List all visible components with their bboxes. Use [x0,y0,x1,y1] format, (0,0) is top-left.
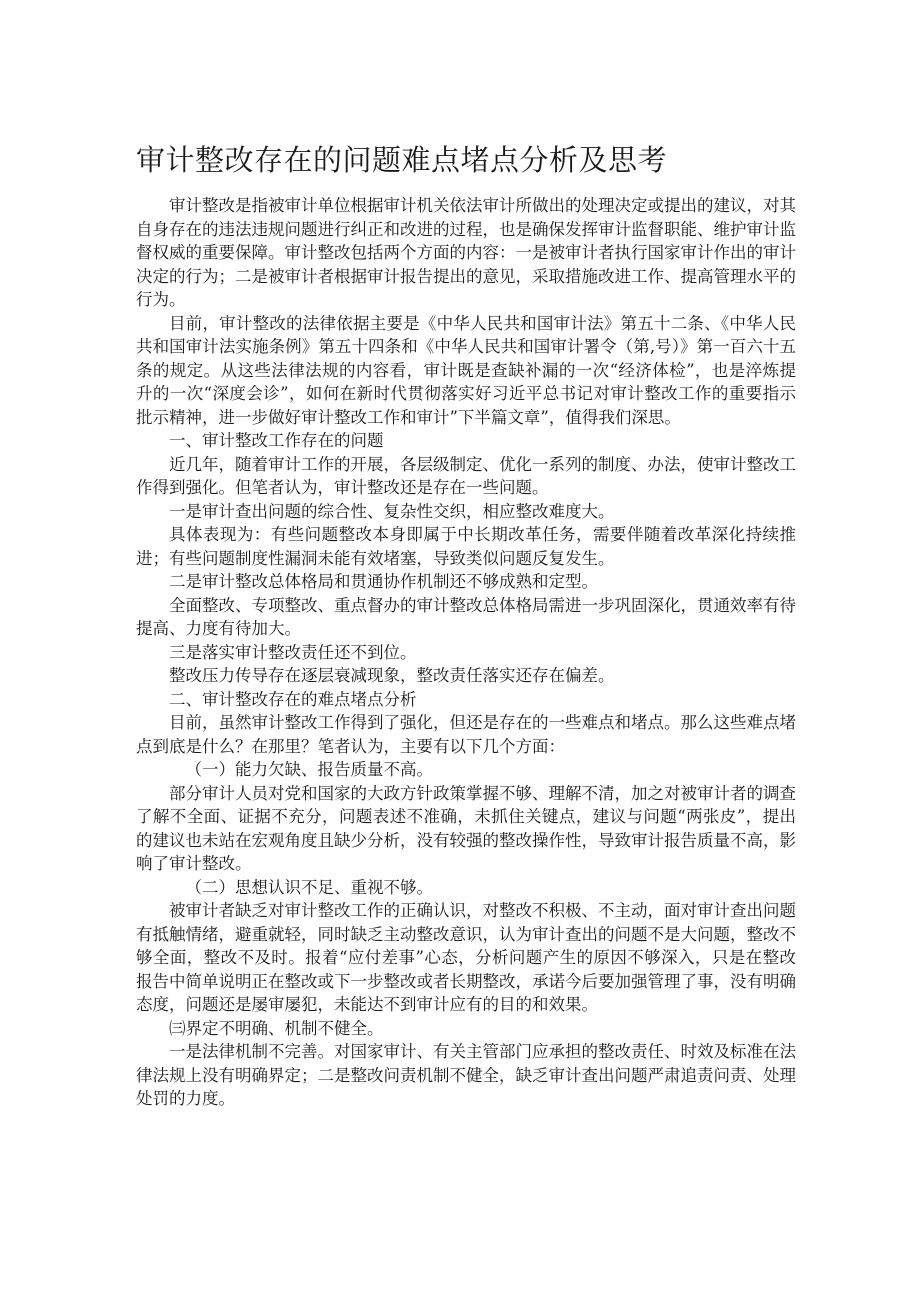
body-paragraph: 三是落实审计整改责任还不到位。 [169,642,417,662]
document-body [136,194,796,1111]
body-paragraph: 全面整改、专项整改、重点督办的审计整改总体格局需进一步巩固深化，贯通效率有待提高、力度有待加大。 [136,595,796,638]
body-paragraph: 近几年，随着审计工作的开展，各层级制定、优化一系列的制度、办法，使审计整改工作得到强化。但笔者认为，审计整改还是存在一些问题。 [136,454,796,497]
body-paragraph: 目前，审计整改的法律依据主要是《中华人民共和国审计法》第五十二条、《中华人民共和国审计法实施条例》第五十四条和《中华人民共和国审计署令（第,号）》第一百六十五条的规定。从这些法律法规的内容看，审计既是查缺补漏的一次“经济体检”，也是淬炼提升的一次“深度会诊”，如何在新时代贯彻落实好习近平总书记对审计整改工作的重要指示批示精神，进一步做好审计整改工作和审计”下半篇文章”，值得我们深思。 [136,313,796,427]
body-paragraph: （二）思想认识不足、重视不够。 [185,877,433,897]
body-paragraph: ㈢界定不明确、机制不健全。 [169,1018,384,1038]
body-paragraph: 目前，虽然审计整改工作得到了强化，但还是存在的一些难点和堵点。那么这些难点堵点到底是什么？在那里？笔者认为，主要有以下几个方面： [136,713,796,756]
body-paragraph: 一是审计查出问题的综合性、复杂性交织，相应整改难度大。 [169,501,615,521]
body-paragraph: 二是审计整改总体格局和贯通协作机制还不够成熟和定型。 [169,572,598,591]
body-paragraph: 具体表现为：有些问题整改本身即属于中长期改革任务，需要伴随着改革深化持续推进；有些问题制度性漏洞未能有效堵塞，导致类似问题反复发生。 [136,525,796,568]
body-paragraph: 被审计者缺乏对审计整改工作的正确认识，对整改不积极、不主动，面对审计查出问题有抵触情绪，避重就轻，同时缺乏主动整改意识，认为审计查出的问题不是大问题，整改不够全面，整改不及时。报着“应付差事”心态，分析问题产生的原因不够深入，只是在整改报告中简单说明正在整改或下一步整改或者长期整改，承诺今后要加强管理了事，没有明确态度，问题还是屡审屡犯，未能达不到审计应有的目的和效果。 [136,901,796,1014]
body-paragraph: 整改压力传导存在逐层衰减现象，整改责任落实还存在偏差。 [169,666,615,685]
document-title: 审计整改存在的问题难点堵点分析及思考 [136,143,668,177]
body-paragraph: （一）能力欠缺、报告质量不高。 [185,760,433,779]
body-paragraph: 部分审计人员对党和国家的大政方针政策掌握不够、理解不清，加之对被审计者的调查了解不全面、证据不充分，问题表述不准确，未抓住关键点，建议与问题“两张皮”，提出的建议也未站在宏观角度且缺少分析，没有较强的整改操作性，导致审计报告质量不高，影响了审计整改。 [136,783,796,873]
document-page [136,140,796,1111]
body-paragraph: 二、审计整改存在的难点堵点分析 [169,689,417,709]
body-paragraph: 审计整改是指被审计单位根据审计机关依法审计所做出的处理决定或提出的建议，对其自身存在的违法违规问题进行纠正和改进的过程，也是确保发挥审计监督职能、维护审计监督权威的重要保障。审计整改包括两个方面的内容：一是被审计者执行国家审计作出的审计决定的行为；二是被审计者根据审计报告提出的意见，采取措施改进工作、提高管理水平的行为。 [136,196,796,309]
body-paragraph: 一、审计整改工作存在的问题 [169,431,384,450]
body-paragraph: 一是法律机制不完善。对国家审计、有关主管部门应承担的整改责任、时效及标准在法律法规上没有明确界定；二是整改问责机制不健全，缺乏审计查出问题严肃追责问责、处理处罚的力度。 [136,1042,796,1108]
